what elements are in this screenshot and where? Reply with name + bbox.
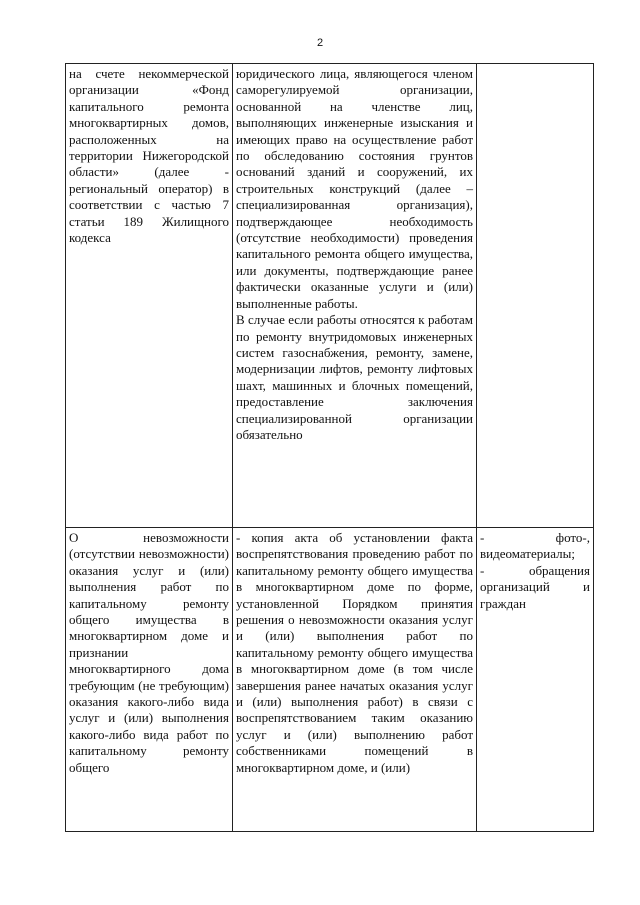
cell-text: юридического лица, являющегося членом саморегулируемой организации, основанной на членстве лиц, выполняющих инженерные изыскания и имеющих право на осуществление работ по обследованию состояния грунтов оснований зданий и сооружений, их строительных конструкций (далее – специализированная организация), подтверждающее необходимость (отсутствие необходимости) проведения капитального ремонта общего имущества, или документы, подтверждающие ранее фактически оказанные услуги и (или) выполненные работы. xyxy=(236,66,473,311)
page-number: 2 xyxy=(316,37,324,49)
table-row xyxy=(66,64,594,528)
cell-text: на счете некоммерческой организации «Фонд капитального ремонта многоквартирных домов, расположенных на территории Нижегородской области» (далее - региональный оператор) в соответствии с частью 7 статьи 189 Жилищного кодекса xyxy=(69,66,229,246)
table-cell-documents xyxy=(233,64,477,528)
table-row xyxy=(66,528,594,832)
document-table xyxy=(65,63,594,832)
cell-text: - обращения организаций и граждан xyxy=(480,562,590,611)
table-cell-additional xyxy=(477,64,594,528)
cell-text: О невозможности (отсутствии невозможности) оказания услуг и (или) выполнения работ по капитальному ремонту общего имущества в многоквартирном доме и признании многоквартирного дома требующим (не требующим) оказания какого-либо вида услуг и (или) выполнения какого-либо вида работ по капитальному ремонту общего xyxy=(69,530,229,775)
cell-text: В случае если работы относятся к работам по ремонту внутридомовых инженерных систем газоснабжения, ремонту, замене, модернизации лифтов, ремонту лифтовых шахт, машинных и блочных помещений, предоставление заключения специализированной организации обязательно xyxy=(236,312,473,442)
cell-text: - фото-, видеоматериалы; xyxy=(480,530,590,562)
table-cell-subject xyxy=(66,64,233,528)
table-cell-subject xyxy=(66,528,233,832)
table-cell-documents xyxy=(233,528,477,832)
table-cell-additional xyxy=(477,528,594,832)
cell-text: - копия акта об установлении факта воспрепятствования проведению работ по капитальному ремонту общего имущества в многоквартирном доме по форме, установленной Порядком принятия решения о невозможности оказания услуг и (или) выполнения работ по капитальному ремонту общего имущества в многоквартирном доме (в том числе завершения ранее начатых оказания услуг и (или) выполнения работ) в связи с воспрепятствованием таким оказанию услуг и (или) выполнению работ собственниками помещений в многоквартирном доме, и (или) xyxy=(236,530,473,775)
